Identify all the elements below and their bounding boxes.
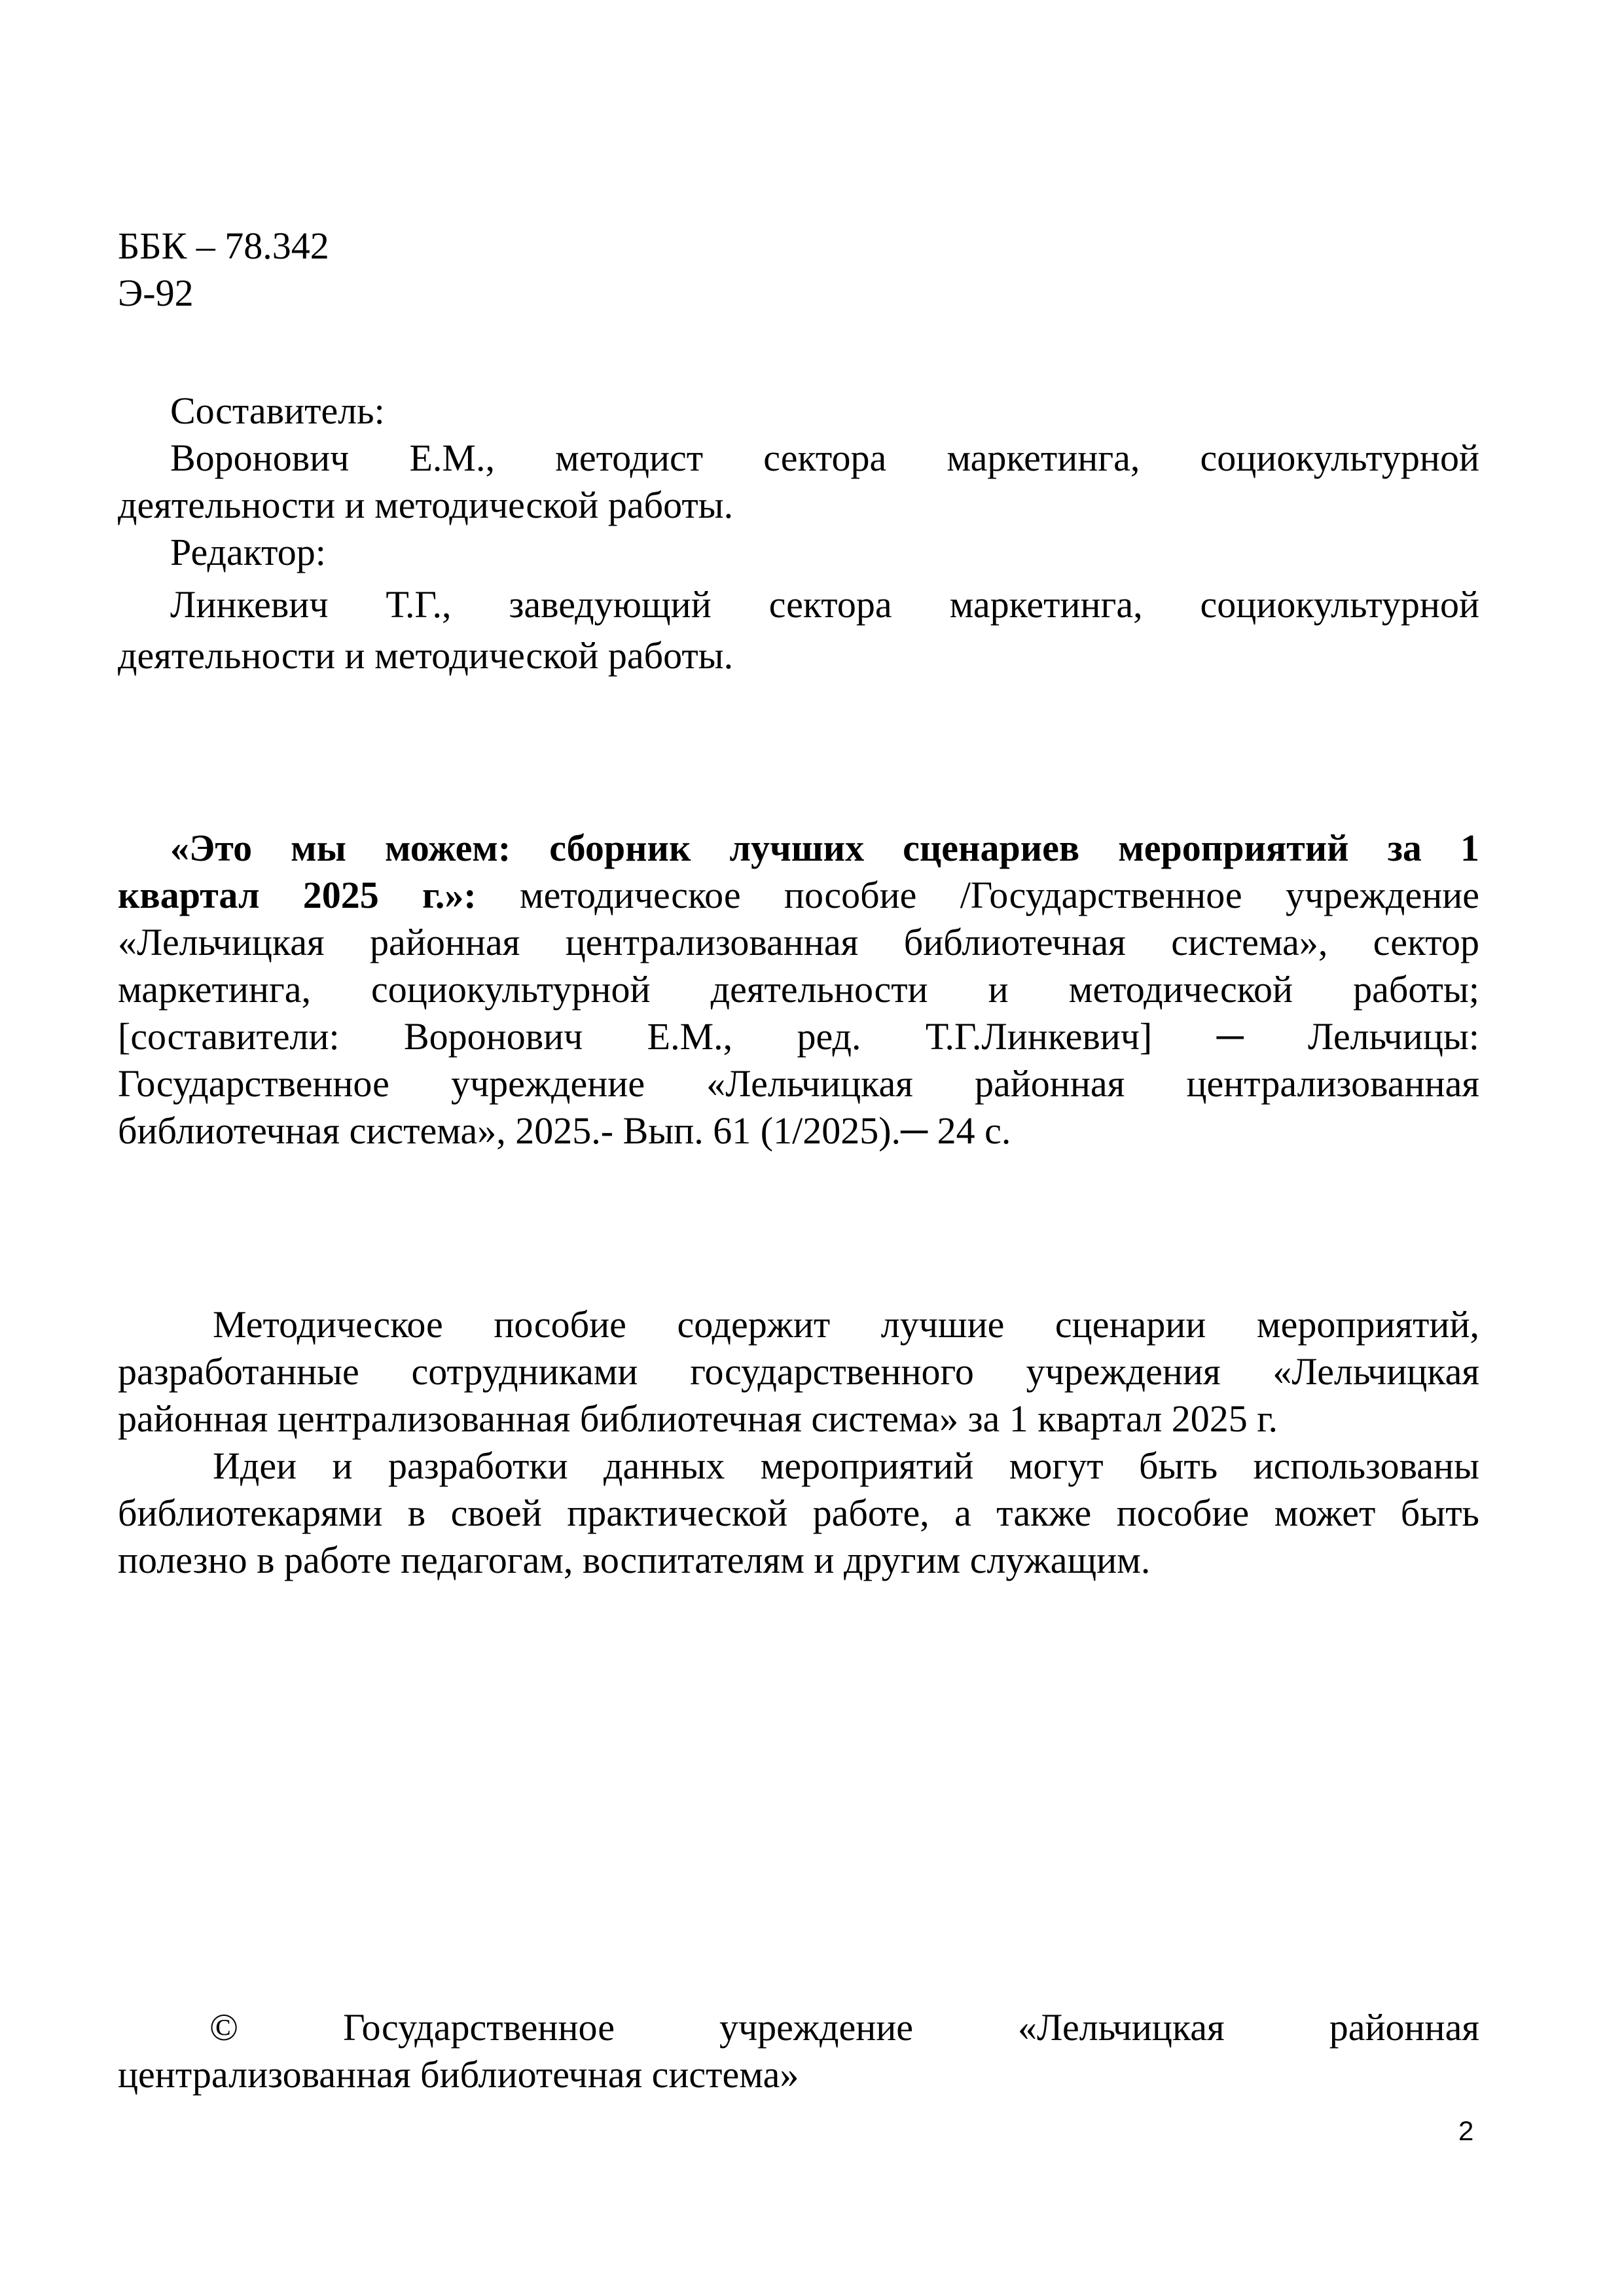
editor-line-1: Линкевич Т.Г., заведующий сектора маркетинга, социокультурной [170, 583, 1479, 626]
bibliographic-line-2-rest: методическое пособие /Государственное учреждение [476, 874, 1480, 916]
bibliographic-line-3: «Лельчицкая районная централизованная библиотечная система», сектор [118, 921, 1479, 963]
publication-title-line-1: «Это мы можем: сборник лучших сценариев мероприятий за 1 [170, 827, 1479, 869]
copyright-block [118, 2004, 1479, 2098]
bbk-code: ББК – 78.342 [118, 224, 329, 267]
page-number: 2 [1458, 2115, 1474, 2146]
editor-label: Редактор: [170, 531, 326, 573]
compiler-line-1: Воронович Е.М., методист сектора маркетинга, социокультурной [170, 437, 1479, 479]
editor-line-2: деятельности и методической работы. [118, 634, 734, 677]
bibliographic-line-7: библиотечная система», 2025.- Вып. 61 (1/2025).─ 24 с. [118, 1109, 1011, 1152]
compiler-line-2: деятельности и методической работы. [118, 484, 734, 526]
bibliographic-line-5: [составители: Воронович Е.М., ред. Т.Г.Линкевич] ─ Лельчицы: [118, 1015, 1479, 1058]
copyright-line-2: централизованная библиотечная система» [118, 2053, 799, 2096]
classification-block [118, 223, 1479, 317]
bibliographic-line-2 [118, 872, 1479, 919]
credits-block [118, 387, 1479, 679]
copyright-line-1: © Государственное учреждение «Лельчицкая районная [209, 2006, 1479, 2049]
annotation-p2-line-2: библиотекарями в своей практической работе, а также пособие может быть [118, 1492, 1479, 1534]
annotation-p1-line-2: разработанные сотрудниками государственного учреждения «Лельчицкая [118, 1350, 1479, 1393]
annotation-block [118, 1301, 1479, 1584]
publication-title-line-2: квартал 2025 г.»: [118, 874, 477, 916]
compiler-label: Составитель: [170, 389, 385, 432]
bibliographic-description [118, 825, 1479, 1155]
annotation-p1-line-3: районная централизованная библиотечная система» за 1 квартал 2025 г. [118, 1397, 1278, 1440]
bibliographic-line-4: маркетинга, социокультурной деятельности и методической работы; [118, 968, 1479, 1011]
bibliographic-line-6: Государственное учреждение «Лельчицкая районная централизованная [118, 1062, 1479, 1105]
annotation-p2-line-1: Идеи и разработки данных мероприятий могут быть использованы [213, 1444, 1479, 1487]
author-mark: Э-92 [118, 272, 194, 314]
annotation-p1-line-1: Методическое пособие содержит лучшие сценарии мероприятий, [213, 1303, 1479, 1346]
annotation-p2-line-3: полезно в работе педагогам, воспитателям и другим служащим. [118, 1539, 1151, 1581]
